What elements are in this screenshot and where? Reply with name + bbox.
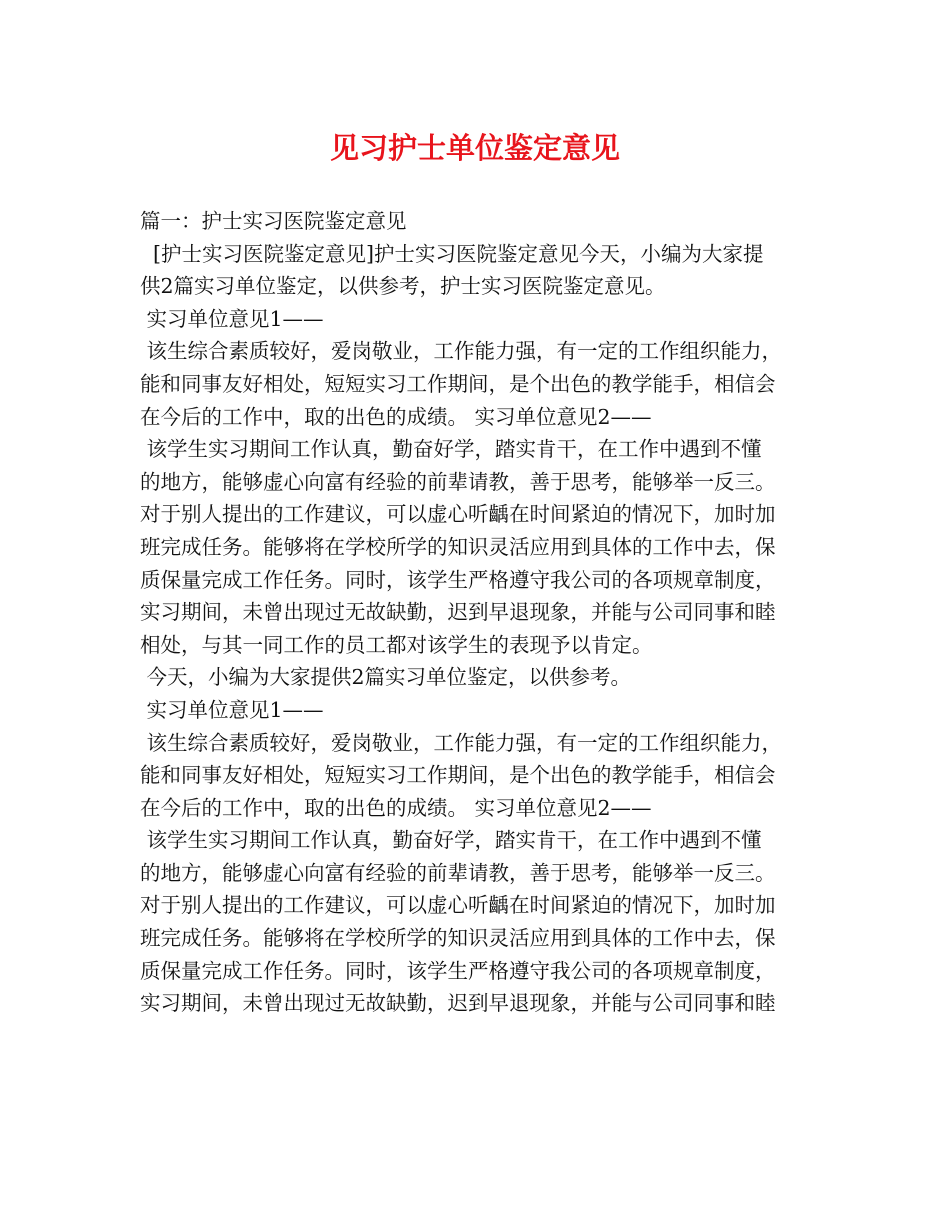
text-line: 在今后的工作中，取的出色的成绩。 实习单位意见2—— xyxy=(140,404,652,429)
document-title: 见习护士单位鉴定意见 xyxy=(329,131,620,165)
text-line: [护士实习医院鉴定意见]护士实习医院鉴定意见今天，小编为大家提 xyxy=(140,241,764,266)
text-line: 篇一：护士实习医院鉴定意见 xyxy=(140,209,407,233)
text-line: 在今后的工作中，取的出色的成绩。 实习单位意见2—— xyxy=(140,795,652,820)
text-line: 今天，小编为大家提供2篇实习单位鉴定，以供参考。 xyxy=(140,665,632,690)
text-line: 实习单位意见1—— xyxy=(140,306,324,331)
text-line: 该学生实习期间工作认真，勤奋好学，踏实肯干，在工作中遇到不懂 xyxy=(140,828,762,853)
text-line: 的地方，能够虚心向富有经验的前辈请教，善于思考，能够举一反三。 xyxy=(140,860,776,885)
document-body xyxy=(140,205,830,1020)
text-line: 质保量完成工作任务。同时，该学生严格遵守我公司的各项规章制度， xyxy=(140,567,776,592)
text-line: 班完成任务。能够将在学校所学的知识灵活应用到具体的工作中去，保 xyxy=(140,534,776,559)
text-line: 能和同事友好相处，短短实习工作期间，是个出色的教学能手，相信会 xyxy=(140,763,776,788)
text-line: 相处，与其一同工作的员工都对该学生的表现予以肯定。 xyxy=(140,632,653,657)
text-line: 该生综合素质较好，爱岗敬业，工作能力强，有一定的工作组织能力， xyxy=(140,730,783,755)
text-line: 班完成任务。能够将在学校所学的知识灵活应用到具体的工作中去，保 xyxy=(140,926,776,951)
text-line: 能和同事友好相处，短短实习工作期间，是个出色的教学能手，相信会 xyxy=(140,371,776,396)
text-line: 该生综合素质较好，爱岗敬业，工作能力强，有一定的工作组织能力， xyxy=(140,339,783,364)
text-line: 质保量完成工作任务。同时，该学生严格遵守我公司的各项规章制度， xyxy=(140,958,776,983)
text-line: 的地方，能够虚心向富有经验的前辈请教，善于思考，能够举一反三。 xyxy=(140,469,776,494)
text-line: 供2篇实习单位鉴定，以供参考，护士实习医院鉴定意见。 xyxy=(140,274,666,299)
text-line: 实习期间，未曾出现过无故缺勤，迟到早退现象，并能与公司同事和睦 xyxy=(140,991,776,1016)
text-line: 该学生实习期间工作认真，勤奋好学，踏实肯干，在工作中遇到不懂 xyxy=(140,437,762,462)
text-line: 对于别人提出的工作建议，可以虚心听齲在时间紧迫的情况下，加时加 xyxy=(140,893,776,918)
text-line: 对于别人提出的工作建议，可以虚心听齲在时间紧迫的情况下，加时加 xyxy=(140,502,776,527)
text-line: 实习期间，未曾出现过无故缺勤，迟到早退现象，并能与公司同事和睦 xyxy=(140,600,776,625)
text-line: 实习单位意见1—— xyxy=(140,697,324,722)
